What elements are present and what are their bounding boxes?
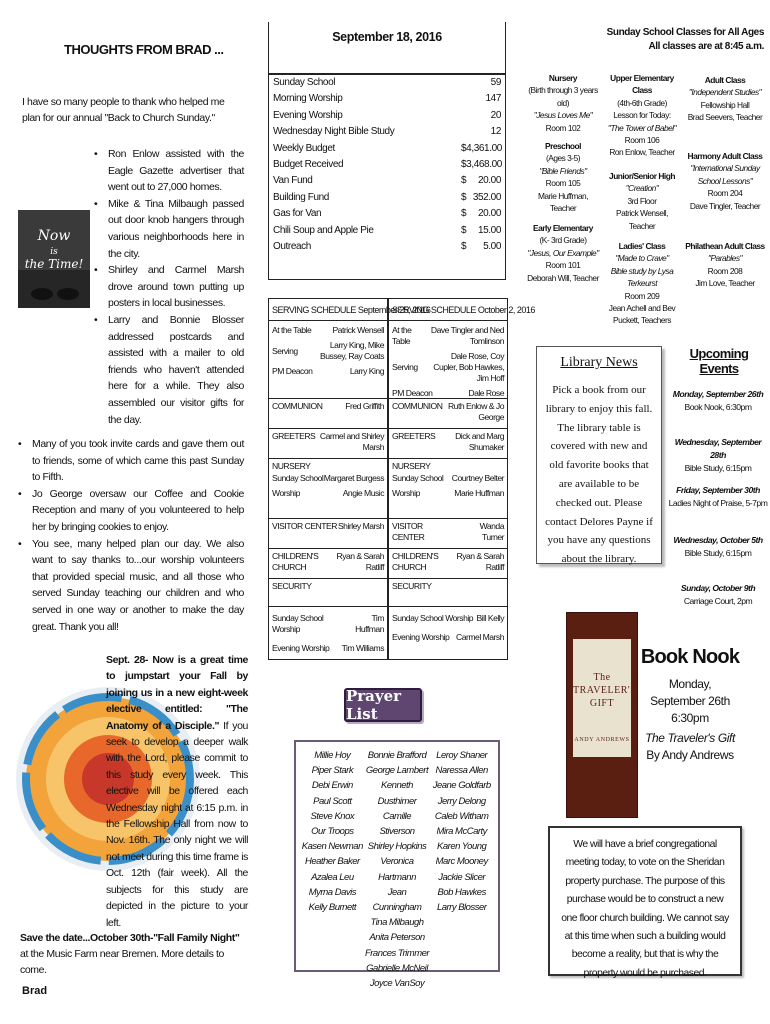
prayer-name: Camille Stiverson	[379, 810, 415, 838]
prayer-column	[300, 748, 365, 964]
event-item	[668, 534, 768, 560]
class-early-elementary	[526, 222, 600, 284]
role-value: Ryan & Sarah Ratliff	[456, 551, 504, 572]
role-value: Dale Rose, Coy Cupler, Bob Hawkes, Jim Hoff	[433, 351, 504, 383]
event-desc: Carriage Court, 2pm	[683, 596, 753, 606]
class-detail: Brad Seevers, Teacher	[687, 112, 763, 123]
stat-value	[461, 157, 501, 173]
event-desc: Bible Study, 6:15pm	[684, 463, 752, 473]
stat-value	[461, 239, 501, 255]
prayer-name: Jerry Delong	[437, 795, 486, 807]
prayer-name: Frances Trimmer	[364, 947, 430, 959]
class-adult	[684, 74, 766, 124]
book-cover-title: The TRAVELER'S GIFT	[573, 672, 637, 709]
role-label: At the Table	[272, 325, 312, 335]
schedule-row	[272, 639, 384, 658]
schedule-row	[392, 323, 504, 349]
stat-label: Budget Received	[273, 158, 344, 170]
prayer-name: Caleb Witham	[434, 810, 489, 822]
stat-value	[461, 91, 501, 107]
role-value: Shirley Marsh	[337, 521, 384, 531]
stat-label: Outreach	[273, 240, 311, 252]
event-desc: Book Nook, 6:30pm	[684, 402, 752, 412]
schedule-header: SERVING SCHEDULE September 25, 2016	[269, 299, 387, 321]
role-value: Carmel Marsh	[456, 632, 504, 642]
role-label: SECURITY	[272, 581, 312, 591]
schedule-row	[272, 323, 384, 338]
schedule-row	[392, 551, 504, 573]
prayer-name: Millie Hoy	[314, 750, 351, 761]
book-nook-day: Monday, September 26th	[650, 677, 730, 708]
class-detail: Ron Enlow, Teacher	[609, 147, 675, 158]
class-detail: Room 106	[624, 135, 660, 146]
book-nook-date	[640, 676, 740, 727]
schedule-row	[392, 521, 504, 543]
class-junior-senior	[604, 170, 680, 232]
serving-schedule-sep25	[268, 298, 431, 660]
schedule-security-rows	[389, 607, 507, 649]
library-news	[536, 346, 662, 564]
event-date: Sunday, October 9th	[680, 583, 756, 593]
class-detail: "Parables"	[707, 253, 742, 264]
schedule-row	[392, 431, 504, 453]
class-detail: Lesson for Today:	[613, 110, 671, 121]
dollar-sign: $	[461, 142, 467, 154]
prayer-name: Myrna Davis	[308, 886, 356, 898]
event-date: Wednesday, September 28th	[674, 437, 762, 460]
prayer-name: Naressa Allen	[435, 765, 488, 777]
prayer-name: Joyce VanSoy	[369, 978, 425, 990]
book-cover-author: ANDY ANDREWS	[574, 737, 630, 743]
class-detail: Room 105	[545, 178, 581, 189]
stat-value	[461, 75, 501, 91]
role-label: Evening Worship	[392, 632, 450, 642]
sunday-school-heading	[520, 26, 764, 54]
book-cover	[566, 612, 638, 818]
role-label: Serving	[272, 345, 298, 356]
role-label: Worship	[272, 488, 300, 498]
schedule-visitor	[269, 519, 387, 549]
class-detail: Room 208	[707, 265, 743, 276]
class-title: Preschool	[545, 141, 581, 151]
prayer-column	[429, 748, 494, 964]
role-label: COMMUNION	[392, 401, 443, 411]
class-detail: "Bible Friends"	[539, 165, 587, 176]
role-value: Wanda Turner	[479, 521, 504, 542]
role-label: VISITOR CENTER	[272, 521, 337, 531]
prayer-name: Mira McCarty	[436, 826, 487, 838]
schedule-row	[272, 364, 384, 379]
role-label: Sunday School	[392, 473, 444, 483]
dollar-sign: $	[461, 158, 467, 170]
role-label: SECURITY	[392, 581, 432, 591]
role-label: CHILDREN'S CHURCH	[392, 551, 439, 572]
class-nursery	[526, 72, 600, 134]
schedule-row	[392, 628, 504, 647]
role-label: Evening Worship	[272, 643, 330, 653]
stat-row	[273, 173, 501, 189]
prayer-name: Kenneth Dusthimer	[377, 780, 417, 807]
class-detail: Bible study by Lysa Terkeurst	[610, 265, 674, 289]
stat-amount: 59	[490, 77, 501, 88]
prayer-name: Karen Young	[437, 841, 487, 853]
stat-value	[461, 206, 501, 222]
class-philathean	[684, 240, 766, 290]
class-detail: Fellowship Hall	[700, 99, 750, 110]
anatomy-text	[106, 652, 248, 931]
stat-label: Building Fund	[273, 191, 329, 203]
save-lead: Save the date...October 30th-"Fall Family Night"	[20, 932, 240, 944]
class-detail: Room 204	[707, 188, 743, 199]
class-title: Upper Elementary Class	[610, 73, 674, 96]
role-value: Margaret Burgess	[323, 473, 384, 483]
prayer-name: Jeane Goldfarb	[432, 780, 491, 792]
schedule-row	[272, 401, 384, 412]
schedule-row	[272, 486, 384, 501]
role-value: Bill Kelly	[476, 613, 504, 623]
class-harmony	[684, 150, 766, 212]
prayer-name: Heather Baker	[304, 856, 360, 868]
anatomy-body: If you seek to develop a deeper walk with the Lord, please commit to this study every week. This elective will be offered each Wednesday night at 6:15 p.m. in the Fellowship Hall from now to Nov. 16th. The only night we will not meet during this time frame is Oct. 12th (fair week). All the subjects for this study are depicted in the picture to your left.	[106, 719, 248, 929]
schedule-communion	[389, 399, 507, 429]
prayer-name: Jean Cunningham	[372, 886, 422, 914]
class-detail: "Made to Crave"	[615, 253, 669, 264]
role-label: Worship	[392, 488, 420, 498]
thanks-list-b	[18, 436, 244, 635]
class-detail: Dave Tingler, Teacher	[689, 200, 761, 211]
attendance-stats	[268, 74, 506, 280]
role-label: At the Table	[392, 325, 412, 346]
class-detail: Room 101	[545, 260, 581, 271]
class-detail: Marie Huffman, Teacher	[537, 190, 589, 214]
class-detail: "Jesus, Our Example"	[527, 247, 599, 258]
list-item: • Ron Enlow assisted with the Eagle Gazette advertiser that went out to 27,000 homes.	[94, 146, 244, 196]
congregational-meeting-notice: We will have a brief congregational meeting today, to vote on the Sheridan property purchase. The purpose of this purchase would be to construct a new one floor church building. We cannot say at this time when such a building would become a reality, but that is why the property would be purchased.	[548, 826, 742, 976]
role-label: GREETERS	[392, 431, 436, 441]
schedule-row	[392, 349, 504, 386]
stat-amount: 20.00	[477, 208, 501, 220]
list-item: • Shirley and Carmel Marsh drove around town putting up posters in local businesses.	[94, 262, 244, 312]
class-detail: "The Tower of Babel"	[607, 122, 677, 133]
library-title: Library News	[560, 355, 638, 370]
class-title: Early Elementary	[533, 223, 593, 233]
svg-text:Now: Now	[37, 228, 71, 244]
class-detail: Deborah Will, Teacher	[527, 272, 599, 283]
schedule-children	[269, 549, 387, 579]
prayer-name: Jackie Slicer	[438, 871, 486, 883]
role-value: Courtney Belter	[451, 473, 504, 483]
class-detail: "Jesus Loves Me"	[533, 110, 593, 121]
role-label: VISITOR CENTER	[392, 521, 425, 542]
stat-label: Gas for Van	[273, 208, 322, 220]
schedule-row	[392, 609, 504, 628]
stat-value	[461, 173, 501, 189]
stat-value	[461, 108, 501, 124]
class-detail: Room 102	[545, 122, 581, 133]
book-nook-time: 6:30pm	[671, 711, 709, 725]
schedule-nursery	[269, 459, 387, 519]
class-title: Harmony Adult Class	[687, 151, 763, 161]
prayer-name: Larry Blosser	[436, 902, 487, 914]
schedule-row	[392, 486, 504, 501]
schedule-row	[272, 471, 384, 486]
thanks-list-a	[94, 146, 244, 428]
prayer-name: Piper Stark	[311, 765, 354, 777]
list-item: • Jo George oversaw our Coffee and Cookie Reception and many of you volunteered to help her by bringing cookies to enjoy.	[18, 486, 244, 536]
event-item	[668, 484, 768, 510]
now-is-the-time-graphic	[18, 210, 90, 308]
prayer-list	[294, 740, 500, 990]
class-detail: Room 209	[624, 290, 660, 301]
role-value: Larry King	[349, 366, 384, 376]
class-title: Adult Class	[704, 75, 746, 85]
stat-row	[273, 91, 501, 107]
schedule-communion	[269, 399, 387, 429]
role-value: Marie Huffman	[454, 488, 504, 498]
prayer-name: Azalea Leu	[311, 871, 354, 883]
prayer-list-title: Prayer List	[344, 688, 422, 722]
class-title: Junior/Senior High	[609, 171, 675, 181]
prayer-name: Tina Milbaugh	[370, 917, 424, 929]
event-date: Monday, September 26th	[672, 389, 764, 399]
schedule-header: SERVING SCHEDULE October 2, 2016	[389, 299, 507, 321]
prayer-name: Leroy Shaner	[436, 750, 488, 761]
class-title: Ladies' Class	[618, 241, 666, 251]
stat-value	[461, 223, 501, 239]
role-value: Ruth Enlow & Jo George	[447, 401, 504, 422]
stat-row	[273, 206, 501, 222]
anatomy-lead: Sept. 28- Now is a great time to jumpstart your Fall by joining us in a new eight-week elective entitled: "The Anatomy of a Disciple."	[106, 654, 248, 732]
intro-text: I have so many people to thank who helped me plan for our annual "Back to Church Sunday."	[22, 96, 225, 124]
role-value: Fred Griffith	[345, 401, 384, 411]
schedule-row	[272, 521, 384, 532]
book-nook-title: Book Nook	[640, 646, 740, 668]
role-value: Dick and Marg Shumaker	[455, 431, 504, 452]
class-title: Philathean Adult Class	[685, 241, 765, 251]
stat-label: Chili Soup and Apple Pie	[273, 224, 374, 236]
signature: Brad	[22, 985, 48, 997]
role-label: PM Deacon	[272, 366, 313, 376]
schedule-row	[392, 471, 504, 486]
book-nook-book	[640, 730, 740, 764]
role-value: Dale Rose	[468, 388, 504, 398]
prayer-name: Gabrielle McNeil	[366, 962, 428, 974]
class-detail: "Independent Studies"	[688, 87, 762, 98]
class-detail: "Creation"	[625, 183, 659, 194]
stat-amount: 3,468.00	[466, 158, 502, 170]
stat-amount: 12	[490, 126, 501, 138]
role-value: Larry King, Mike Bussey, Ray Coats	[320, 340, 384, 361]
stat-row	[273, 223, 501, 239]
stat-label: Wednesday Night Bible Study	[273, 126, 395, 138]
schedule-leaders	[389, 321, 507, 399]
stat-value	[461, 190, 501, 206]
dollar-sign: $	[461, 224, 467, 236]
stat-amount: 352.00	[472, 191, 501, 203]
schedule-security	[389, 579, 507, 607]
prayer-name: Marc Mooney	[435, 856, 488, 868]
role-label: Serving	[392, 362, 418, 372]
role-label: Sunday School Worship	[272, 613, 324, 634]
class-detail: Patrick Wensell, Teacher	[616, 208, 668, 231]
class-detail: (K- 3rd Grade)	[539, 235, 587, 246]
svg-text:the Time!: the Time!	[24, 257, 84, 271]
role-label: CHILDREN'S CHURCH	[272, 551, 319, 572]
list-item: • Mike & Tina Milbaugh passed out door knob hangers through various neighborhoods here in the city.	[94, 196, 244, 262]
class-detail: (4th-6th Grade)	[617, 97, 667, 108]
role-value: Dave Tingler and Ned Tomlinson	[430, 325, 504, 346]
class-title: Nursery	[548, 73, 578, 83]
class-detail: "International Sunday School Lessons"	[690, 163, 760, 186]
class-preschool	[526, 140, 600, 214]
role-label: NURSERY	[272, 461, 311, 471]
prayer-name: Debi Erwin	[311, 780, 353, 792]
stat-row	[273, 124, 501, 140]
prayer-name: Paul Scott	[313, 795, 352, 807]
bulletin-date: September 18, 2016	[268, 22, 506, 74]
schedule-greeters	[269, 429, 387, 459]
class-detail: (Birth through 3 years old)	[528, 85, 598, 108]
schedule-security	[269, 579, 387, 607]
event-item	[668, 436, 768, 475]
book-cover-tagline	[571, 621, 633, 626]
svg-text:is: is	[50, 247, 58, 257]
stat-label: Evening Worship	[273, 109, 343, 121]
event-date: Friday, September 30th	[676, 485, 760, 495]
role-value: Carmel and Shirley Marsh	[319, 431, 384, 452]
role-value: Tim Williams	[341, 643, 384, 653]
class-detail: Jim Love, Teacher	[695, 278, 755, 289]
list-item: • You see, many helped plan our day. We also want to say thanks to...our worship volunteers that provided special music, and all those who served Sunday teaching our children and who served in one way or another to make the day great. Thank you all!	[18, 536, 244, 636]
class-detail: 3rd Floor	[627, 195, 657, 206]
class-detail: (Ages 3-5)	[545, 153, 581, 164]
role-label: PM Deacon	[392, 388, 433, 398]
stat-amount: 147	[485, 93, 501, 105]
dollar-sign: $	[461, 240, 467, 252]
schedule-children	[389, 549, 507, 579]
schedule-row	[272, 551, 384, 573]
stat-value	[461, 141, 501, 157]
brad-title: THOUGHTS FROM BRAD ...	[64, 42, 224, 57]
stat-value	[461, 124, 501, 140]
event-desc: Bible Study, 6:15pm	[684, 548, 752, 558]
prayer-name: Our Troops	[311, 826, 354, 838]
prayer-name: Shirley Hopkins	[367, 841, 427, 853]
role-value: Angie Music	[342, 488, 384, 498]
anatomy-rings-icon	[16, 686, 108, 872]
schedule-row	[272, 338, 384, 364]
prayer-column	[364, 748, 430, 990]
class-detail: Jean Achell and Bev Puckett, Teachers	[608, 303, 676, 326]
stat-amount: 20.00	[477, 175, 501, 187]
schedule-row	[392, 401, 504, 423]
stat-amount: 5.00	[483, 240, 501, 252]
save-body: at the Music Farm near Bremen. More details to come.	[20, 948, 224, 976]
sunday-school-title: Sunday School Classes for All Ages	[606, 27, 764, 38]
stat-row	[273, 108, 501, 124]
stat-row	[273, 190, 501, 206]
prayer-name: George Lambert	[365, 765, 429, 777]
sunday-school-time: All classes are at 8:45 a.m.	[648, 41, 764, 52]
event-date: Wednesday, October 5th	[673, 535, 763, 545]
schedule-leaders	[269, 321, 387, 399]
role-value: Ryan & Sarah Ratliff	[336, 551, 384, 572]
prayer-name: Veronica Hartmann	[378, 856, 416, 883]
role-label: GREETERS	[272, 431, 316, 441]
serving-schedule-oct2	[388, 298, 535, 660]
schedule-nursery	[389, 459, 507, 519]
class-upper-elementary	[604, 72, 680, 159]
event-desc: Ladies Night of Praise, 5-7pm	[668, 498, 768, 508]
stat-row	[273, 157, 501, 173]
stat-row	[273, 141, 501, 157]
schedule-security-rows	[269, 607, 387, 660]
stat-row	[273, 75, 501, 91]
dollar-sign: $	[461, 208, 467, 220]
book-title: The Traveler's Gift	[645, 731, 735, 745]
schedule-visitor	[389, 519, 507, 549]
stat-label: Van Fund	[273, 175, 313, 187]
prayer-name: Steve Knox	[310, 810, 355, 822]
role-value: Patrick Wensell	[332, 325, 384, 335]
stat-amount: 4,361.00	[466, 142, 502, 154]
dollar-sign: $	[461, 191, 467, 203]
stat-amount: 20	[490, 109, 501, 121]
shoes-icon	[18, 210, 90, 308]
role-value: Tim Huffman	[355, 613, 384, 634]
schedule-greeters	[389, 429, 507, 459]
list-item: • Many of you took invite cards and gave them out to friends, some of which came this past Sunday to Fifth.	[18, 436, 244, 486]
prayer-name: Kasen Newman	[301, 841, 363, 853]
anatomy-diagram	[16, 686, 108, 872]
prayer-name: Anita Peterson	[369, 932, 425, 944]
role-label: NURSERY	[392, 461, 431, 471]
dollar-sign: $	[461, 175, 467, 187]
schedule-row	[272, 609, 384, 639]
list-item: • Larry and Bonnie Blosser addressed postcards and assisted with a mailer to old friends who haven't attended here for a while. They also assembled our visitor gifts for the day.	[94, 312, 244, 428]
role-label: Sunday School Worship	[392, 613, 474, 623]
stat-label: Sunday School	[273, 77, 336, 88]
schedule-row	[272, 431, 384, 453]
stat-amount: 15.00	[477, 224, 501, 236]
prayer-name: Bob Hawkes	[437, 886, 486, 898]
role-label: COMMUNION	[272, 401, 323, 411]
stat-label: Morning Worship	[273, 93, 343, 105]
prayer-name: Bonnie Brafford	[367, 750, 427, 761]
stat-row	[273, 239, 501, 255]
events-title: Upcoming Events	[689, 346, 749, 376]
class-ladies	[600, 240, 684, 327]
book-author: By Andy Andrews	[646, 748, 734, 762]
event-item	[668, 582, 768, 608]
save-the-date	[20, 930, 248, 978]
role-label: Sunday School	[272, 473, 324, 483]
event-item	[668, 388, 768, 414]
prayer-name: Kelly Burnett	[308, 902, 357, 914]
stat-label: Weekly Budget	[273, 142, 335, 154]
library-body: Pick a book from our library to enjoy this fall. The library table is covered with new and old favorite books that are available to be checked out. Please contact Delores Payne if you have any questions about the library.	[545, 384, 653, 566]
